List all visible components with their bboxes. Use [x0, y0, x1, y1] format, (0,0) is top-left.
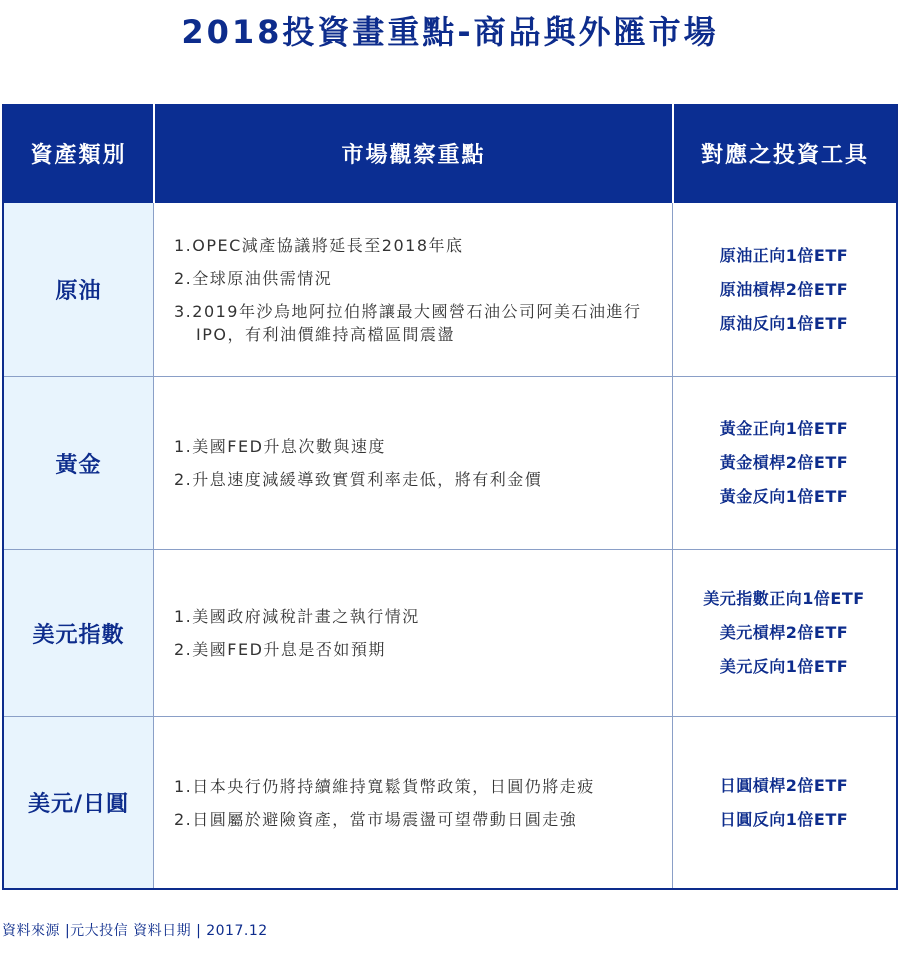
column-divider [153, 377, 154, 549]
etf-item: 原油反向1倍ETF [719, 313, 849, 333]
market-point: 1.日本央行仍將持續維持寬鬆貨幣政策，日圓仍將走疲 [174, 776, 595, 796]
market-point: 3.2019年沙烏地阿拉伯將讓最大國營石油公司阿美石油進行IPO，有利油價維持高檔區間震盪 [174, 301, 642, 344]
category-cell: 原油 [4, 203, 153, 376]
market-point: 2.日圓屬於避險資產，當市場震盪可望帶動日圓走強 [174, 809, 578, 829]
investment-tools [672, 377, 896, 549]
etf-item: 原油正向1倍ETF [719, 245, 849, 265]
table-row [4, 203, 896, 376]
investment-tools [672, 717, 896, 888]
category-cell: 黃金 [4, 377, 153, 549]
table-row [4, 717, 896, 888]
header-investment-tools: 對應之投資工具 [700, 143, 869, 168]
market-points [174, 717, 669, 888]
table-header [4, 104, 896, 203]
market-points [174, 203, 669, 376]
market-point: 2.升息速度減緩導致實質利率走低，將有利金價 [174, 470, 543, 489]
etf-item: 黃金槓桿2倍ETF [719, 453, 849, 472]
investment-tools [672, 203, 896, 376]
market-point: 1.美國政府減稅計畫之執行情況 [174, 607, 420, 626]
etf-item: 黃金正向1倍ETF [719, 419, 849, 438]
market-points [174, 550, 669, 716]
market-point: 1.OPEC減產協議將延長至2018年底 [174, 235, 464, 255]
source-footer: 資料來源 |元大投信 資料日期 | 2017.12 [2, 923, 268, 939]
header-market-focus: 市場觀察重點 [341, 143, 486, 168]
column-divider [153, 203, 154, 376]
investment-tools [672, 550, 896, 716]
etf-item: 美元指數正向1倍ETF [703, 589, 865, 608]
category-cell: 美元/日圓 [4, 717, 153, 888]
etf-item: 美元槓桿2倍ETF [719, 623, 849, 642]
category-cell: 美元指數 [4, 550, 153, 716]
etf-item: 日圓槓桿2倍ETF [719, 775, 849, 795]
table-row [4, 550, 896, 716]
market-point: 2.全球原油供需情況 [174, 268, 333, 288]
etf-item: 原油槓桿2倍ETF [719, 279, 849, 299]
investment-table [2, 104, 898, 890]
column-divider [153, 550, 154, 716]
market-point: 2.美國FED升息是否如預期 [174, 640, 386, 659]
etf-item: 日圓反向1倍ETF [719, 809, 849, 829]
column-divider [153, 717, 154, 888]
market-point: 1.美國FED升息次數與速度 [174, 437, 386, 456]
etf-item: 黃金反向1倍ETF [719, 487, 849, 506]
page-title: 2018投資畫重點-商品與外匯市場 [181, 13, 719, 51]
etf-item: 美元反向1倍ETF [719, 657, 849, 676]
market-points [174, 377, 669, 549]
table-row [4, 377, 896, 549]
header-asset-class: 資產類別 [30, 143, 127, 168]
